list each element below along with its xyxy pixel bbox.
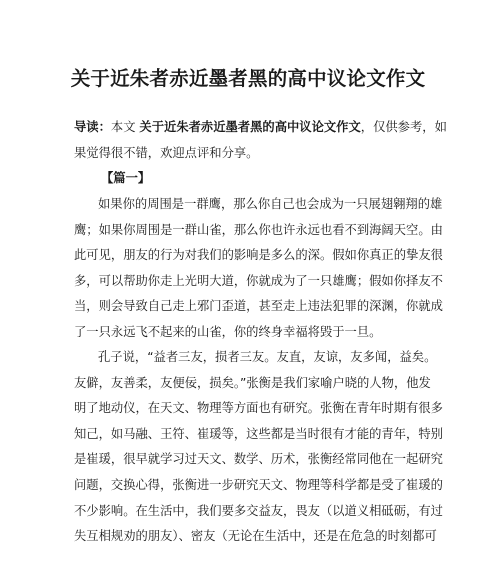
paragraph-line: 鹰；如果你周围是一群山雀，那么你也许永远也看不到海阔天空。由 <box>74 222 443 237</box>
section-heading: 【篇一】 <box>101 171 151 185</box>
intro-line1-suffix: ，仅供参考，如 <box>360 120 447 134</box>
paragraph-line: 失互相规劝的朋友）、密友（无论在生活中，还是在危急的时刻都可 <box>74 529 437 544</box>
paragraph-2 <box>74 345 443 550</box>
paragraph-line: 知己，如马融、王符、崔瑗等，这些都是当时很有才能的青年，特别 <box>74 426 443 441</box>
paragraph-line: 明了地动仪，在天文、物理等方面也有研究。张衡在青年时期有很多 <box>74 401 443 416</box>
intro-bold-title: 关于近朱者赤近墨者黑的高中议论文作文 <box>139 120 361 134</box>
intro-block <box>74 115 447 166</box>
paragraph-line: 友僻，友善柔，友便佞，损矣。”张衡是我们家喻户晓的人物，他发 <box>74 375 431 390</box>
intro-line-1 <box>74 115 447 141</box>
paragraph-line: 问题，交换心得，张衡进一步研究天文、物理等科学都是受了崔瑗的 <box>74 477 443 492</box>
paragraph-line: 了一只永远飞不起来的山雀，你的终身幸福将毁于一旦。 <box>74 324 382 339</box>
paragraph-line: 当，则会导致自己走上邪门歪道，甚至走上违法犯罪的深渊，你就成 <box>74 299 443 314</box>
document-title: 关于近朱者赤近墨者黑的高中议论文作文 <box>70 67 426 90</box>
intro-prefix: 本文 <box>110 120 140 134</box>
intro-label: 导读： <box>74 120 111 134</box>
intro-line-2: 果觉得很不错，欢迎点评和分享。 <box>74 145 259 160</box>
paragraph-line: 是崔瑗，很早就学习过天文、数学、历术，张衡经常同他在一起研究 <box>74 452 443 467</box>
paragraph-line: 孔子说，“益者三友，损者三友。友直，友谅，友多闻，益矣。 <box>98 350 437 364</box>
paragraph-1 <box>74 192 443 346</box>
paragraph-line: 如果你的周围是一群鹰，那么你自己也会成为一只展翅翱翔的雄 <box>98 197 443 211</box>
paragraph-line: 此可见，朋友的行为对我们的影响是多么的深。假如你真正的挚友很 <box>74 248 443 263</box>
paragraph-line: 不少影响。在生活中，我们要多交益友，畏友（以道义相砥砺，有过 <box>74 503 443 518</box>
paragraph-line: 多，可以帮助你走上光明大道，你就成为了一只雄鹰；假如你择友不 <box>74 273 443 288</box>
